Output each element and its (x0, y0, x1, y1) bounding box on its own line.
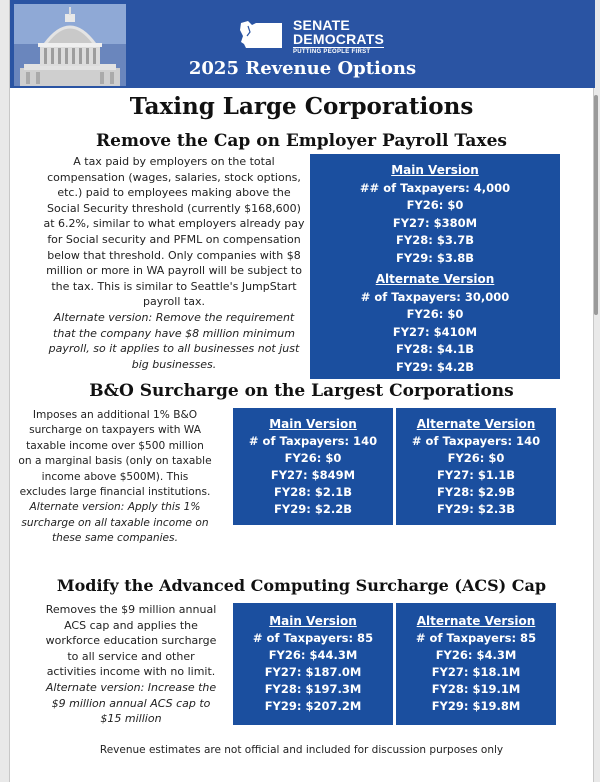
alternate-version-note: Alternate version: Remove the requirement that the company have $8 million minimum payroll, so it applies to all businesses not just big businesses. (48, 310, 300, 371)
version-heading: Alternate Version (416, 614, 536, 628)
description-text: A tax paid by employers on the total compensation (wages, salaries, stock options, etc.) paid to employees making above the Social Security threshold (currently $168,600) at 6.2%, similar to what employers already pay for Social security and PFML on compensation below that threshold. Only companies with $8 million or more in WA payroll will be subject to the tax. This is similar to Seattle's JumpStart payroll tax. (43, 155, 305, 309)
version-heading: Alternate Version (375, 272, 495, 286)
version-heading: Main Version (269, 417, 357, 431)
org-name-line1: SENATE (293, 17, 350, 33)
fy27-estimate: FY27: $849M (270, 468, 356, 482)
fy28-estimate: FY28: $2.9B (437, 485, 515, 499)
header-banner (10, 0, 595, 88)
alternate-version-note: Alternate version: Increase the $9 million annual ACS cap to $15 million (45, 680, 217, 726)
taxpayer-count: # of Taxpayers: 85 (252, 631, 374, 645)
alternate-version-estimates (396, 613, 556, 715)
main-version-estimates-box (233, 603, 393, 725)
header-title: 2025 Revenue Options (188, 58, 417, 79)
fy28-estimate: FY28: $19.1M (431, 682, 521, 696)
fy27-estimate: FY27: $187.0M (264, 665, 362, 679)
org-name-line2: DEMOCRATS (293, 31, 384, 47)
section-title-payroll-tax: Remove the Cap on Employer Payroll Taxes (96, 131, 507, 151)
fy27-estimate: FY27: $410M (392, 324, 478, 339)
fy27-estimate: FY27: $1.1B (437, 468, 515, 482)
description-text: Imposes an additional 1% B&O surcharge on taxpayers with WA taxable income over $500 million on a marginal basis (only on taxable income above $500M). This excludes large financial institutions. (18, 409, 212, 499)
scrollbar-thumb[interactable] (594, 95, 598, 315)
main-version-estimates-box (233, 408, 393, 525)
fy29-estimate: FY29: $2.2B (274, 502, 352, 516)
alternate-version-note: Alternate version: Apply this 1% surcharge on all taxable income on these same companies. (21, 501, 209, 545)
section-title-bo-surcharge: B&O Surcharge on the Largest Corporations (89, 381, 514, 401)
disclaimer-footer: Revenue estimates are not official and included for discussion purposes only (99, 744, 504, 756)
fy27-estimate: FY27: $18.1M (431, 665, 521, 679)
taxpayer-count: # of Taxpayers: 140 (248, 434, 378, 448)
fy28-estimate: FY28: $2.1B (274, 485, 352, 499)
taxpayer-count: ## of Taxpayers: 4,000 (359, 180, 511, 195)
alternate-version-estimates-box (396, 408, 556, 525)
organization-logo-text (293, 18, 384, 55)
alternate-version-estimates (396, 416, 556, 518)
main-version-estimates (233, 416, 393, 518)
fy26-estimate: FY26: $0 (447, 451, 505, 465)
fy26-estimate: FY26: $0 (406, 307, 464, 321)
alternate-version-estimates (310, 271, 560, 376)
document-page (9, 0, 594, 782)
fy29-estimate: FY29: $3.8B (396, 250, 474, 265)
description-text: Removes the $9 million annual ACS cap and applies the workforce education surcharge to all service and other activities income with no limit. (45, 603, 217, 679)
section-description-payroll-tax (42, 154, 306, 372)
alternate-version-estimates-box (396, 603, 556, 725)
fy29-estimate: FY29: $19.8M (431, 699, 521, 713)
fy29-estimate: FY29: $2.3B (437, 502, 515, 516)
version-heading: Alternate Version (416, 417, 536, 431)
version-heading: Main Version (391, 163, 479, 177)
fy26-estimate: FY26: $0 (284, 451, 342, 465)
fy26-estimate: FY26: $0 (406, 198, 464, 212)
fy27-estimate: FY27: $380M (392, 215, 478, 230)
revenue-estimates-box (310, 154, 560, 379)
fy28-estimate: FY28: $3.7B (396, 233, 474, 247)
org-tagline: PUTTING PEOPLE FIRST (293, 47, 384, 55)
fy28-estimate: FY28: $197.3M (264, 682, 362, 696)
washington-state-icon (238, 20, 286, 50)
main-version-estimates (310, 162, 560, 267)
section-description-acs-cap (42, 602, 220, 727)
fy26-estimate: FY26: $4.3M (435, 648, 517, 662)
page-title: Taxing Large Corporations (129, 93, 474, 120)
taxpayer-count: # of Taxpayers: 30,000 (360, 289, 510, 304)
section-description-bo-surcharge (18, 408, 212, 547)
version-heading: Main Version (269, 614, 357, 628)
fy26-estimate: FY26: $44.3M (268, 648, 358, 662)
fy29-estimate: FY29: $207.2M (264, 699, 362, 713)
fy28-estimate: FY28: $4.1B (396, 342, 474, 356)
taxpayer-count: # of Taxpayers: 140 (411, 434, 541, 448)
fy29-estimate: FY29: $4.2B (396, 359, 474, 374)
section-title-acs-cap: Modify the Advanced Computing Surcharge (ACS) Cap (56, 576, 547, 595)
main-version-estimates (233, 613, 393, 715)
taxpayer-count: # of Taxpayers: 85 (415, 631, 537, 645)
